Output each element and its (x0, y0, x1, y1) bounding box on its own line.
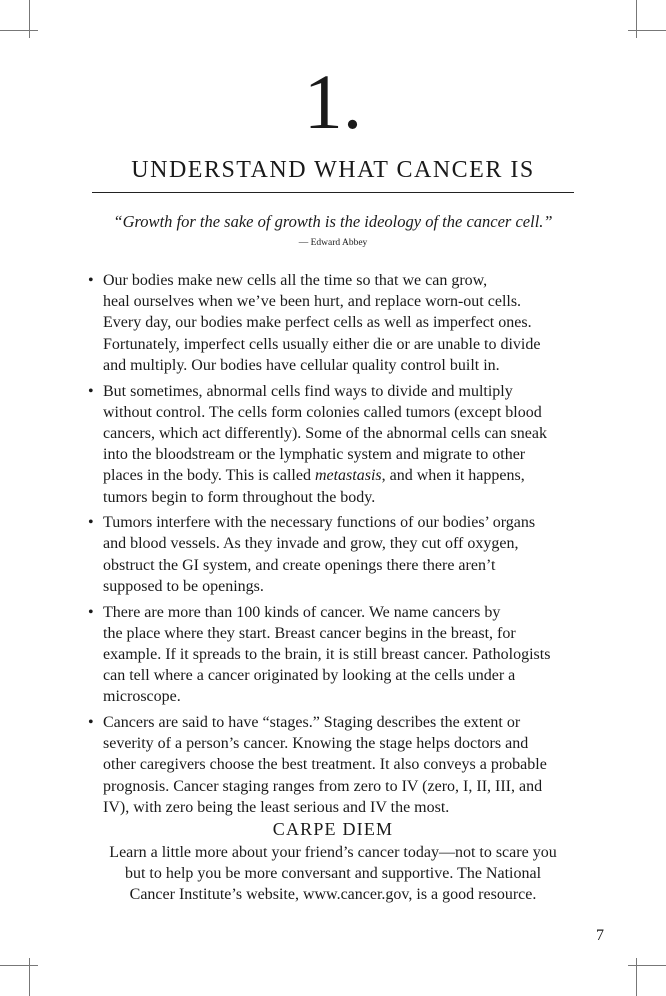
text-line: IV), with zero being the least serious and IV the most. (103, 798, 450, 816)
bullet-list (88, 270, 588, 823)
text-run: places in the body. This is called (103, 467, 315, 485)
text-line: and multiply. Our bodies have cellular quality control built in. (103, 356, 500, 374)
text-line: other caregivers choose the best treatment. It also conveys a probable (103, 756, 547, 774)
text-line: obstruct the GI system, and create openings there there aren’t (103, 556, 496, 574)
chapter-title: UNDERSTAND WHAT CANCER IS (131, 157, 535, 183)
crop-mark-top-left-h (0, 30, 38, 31)
text-line: without control. The cells form colonies called tumors (except blood (103, 403, 542, 421)
text-line: microscope. (103, 688, 181, 706)
text-line: Our bodies make new cells all the time so that we can grow, (103, 272, 488, 289)
text-line (103, 465, 588, 486)
text-line: prognosis. Cancer staging ranges from zero to IV (zero, I, II, III, and (103, 777, 543, 795)
text-line: But sometimes, abnormal cells find ways to divide and multiply (103, 382, 513, 400)
text-line: and blood vessels. As they invade and grow, they cut off oxygen, (103, 535, 519, 553)
text-line: cancers, which act differently). Some of the abnormal cells can sneak (103, 424, 547, 442)
bullet-symbol: • (88, 382, 94, 400)
text-line: There are more than 100 kinds of cancer. We name cancers by (103, 603, 501, 621)
bullet-item (88, 512, 588, 597)
text-line: Tumors interfere with the necessary functions of our bodies’ organs (103, 514, 536, 532)
text-line: can tell where a cancer originated by looking at the cells under a (103, 667, 516, 685)
crop-mark-top-right-h (628, 30, 666, 31)
bullet-symbol: • (88, 714, 94, 732)
crop-mark-top-right (636, 0, 637, 38)
emphasized-term: metastasis (314, 467, 382, 485)
carpe-diem-text (90, 842, 576, 906)
bullet-symbol: • (88, 272, 94, 289)
text-line: example. If it spreads to the brain, it is still breast cancer. Pathologists (103, 645, 551, 663)
text-line: Fortunately, imperfect cells usually either die or are unable to divide (103, 335, 541, 353)
bullet-item (88, 712, 588, 818)
text-line: heal ourselves when we’ve been hurt, and replace worn-out cells. (103, 293, 522, 311)
carpe-diem-heading: CARPE DIEM (272, 819, 394, 839)
text-line: Cancer Institute’s website, www.cancer.gov, is a good resource. (129, 886, 537, 904)
text-run: , and when it happens, (381, 467, 525, 485)
crop-mark-bottom-left (29, 958, 30, 996)
bullet-symbol: • (88, 603, 94, 621)
crop-mark-top-left (29, 0, 30, 38)
text-line: the place where they start. Breast cancer begins in the breast, for (103, 624, 516, 642)
chapter-number: 1. (303, 58, 363, 145)
epigraph-attribution: — Edward Abbey (298, 238, 368, 248)
bullet-item (88, 602, 588, 708)
text-line: supposed to be openings. (103, 577, 264, 595)
text-line: severity of a person’s cancer. Knowing the stage helps doctors and (103, 735, 529, 753)
text-line: Cancers are said to have “stages.” Staging describes the extent or (103, 714, 521, 732)
bullet-item (88, 381, 588, 508)
text-line: Learn a little more about your friend’s cancer today—not to scare you (109, 844, 557, 861)
bullet-item (88, 270, 588, 376)
text-line: but to help you be more conversant and supportive. The National (124, 865, 542, 883)
epigraph-quote: “Growth for the sake of growth is the ideology of the cancer cell.” (113, 212, 553, 231)
crop-mark-bottom-right (636, 958, 637, 996)
crop-mark-bottom-right-h (628, 965, 666, 966)
title-divider (92, 192, 574, 193)
text-line: Every day, our bodies make perfect cells as well as imperfect ones. (103, 314, 532, 332)
text-line: tumors begin to form throughout the body. (103, 488, 376, 506)
bullet-symbol: • (88, 514, 94, 532)
crop-mark-bottom-left-h (0, 965, 38, 966)
text-line: into the bloodstream or the lymphatic system and migrate to other (103, 446, 526, 464)
page-number: 7 (596, 927, 604, 944)
